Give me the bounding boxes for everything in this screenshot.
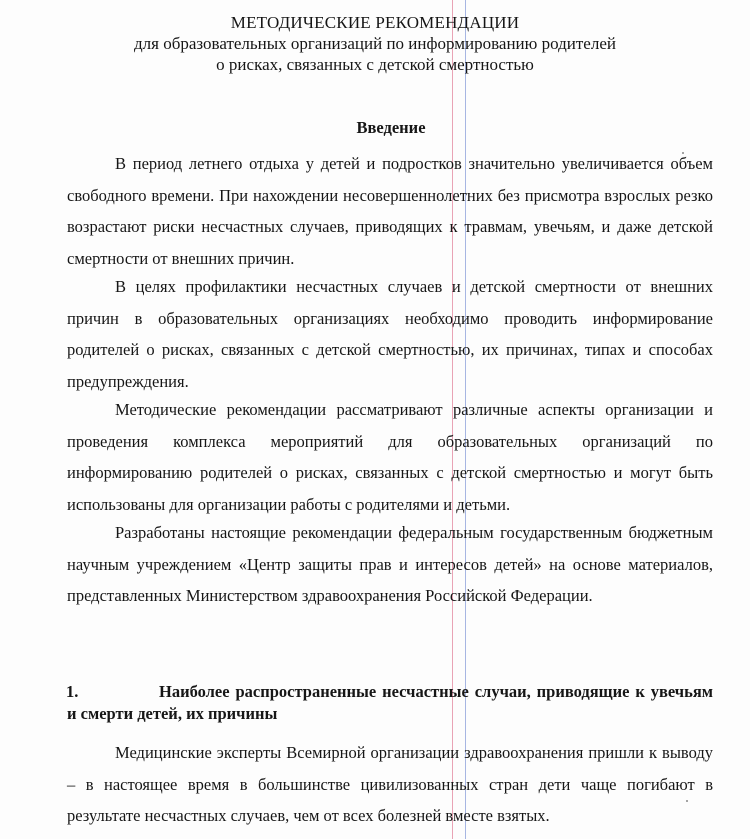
document-subtitle-line-1: для образовательных организаций по информированию родителей	[134, 34, 616, 53]
section-1-paragraph: Медицинские эксперты Всемирной организации здравоохранения пришли к выводу – в настоящее время в большинстве цивилизованных стран дети чаще погибают в результате несчастных случаев, чем от всех болезней вместе взятых.	[67, 743, 713, 825]
paragraph-2: В целях профилактики несчастных случаев и детской смертности от внешних причин в образовательных организациях необходимо проводить информирование родителей о рисках, связанных с детской смертностью, их причинах, типах и способах предупреждения.	[67, 277, 713, 391]
paragraph-4: Разработаны настоящие рекомендации федеральным государственным бюджетным научным учреждением «Центр защиты прав и интересов детей» на основе материалов, представленных Министерством здравоохранения Российской Федерации.	[67, 523, 713, 605]
section-1-number: 1.	[66, 682, 79, 701]
section-1-heading-text: Наиболее распространенные несчастные случаи, приводящие к увечьям и смерти детей, их причины	[67, 682, 713, 723]
paragraph-3: Методические рекомендации рассматривают различные аспекты организации и проведения комплекса мероприятий для образовательных организаций по информированию родителей о рисках, связанных с детской смертностью и могут быть использованы для организации работы с родителями и детьми.	[67, 400, 713, 514]
paragraph-1: В период летнего отдыха у детей и подростков значительно увеличивается объем свободного времени. При нахождении несовершеннолетних без присмотра взрослых резко возрастают риски несчастных случаев, приводящих к травмам, увечьям, и даже детской смертности от внешних причин.	[67, 154, 713, 268]
intro-heading: Введение	[356, 118, 426, 137]
document-subtitle-line-2: о рисках, связанных с детской смертностью	[216, 55, 534, 74]
document-title: МЕТОДИЧЕСКИЕ РЕКОМЕНДАЦИИ	[230, 13, 520, 32]
document-header	[0, 12, 750, 75]
section-1-heading	[67, 681, 713, 725]
